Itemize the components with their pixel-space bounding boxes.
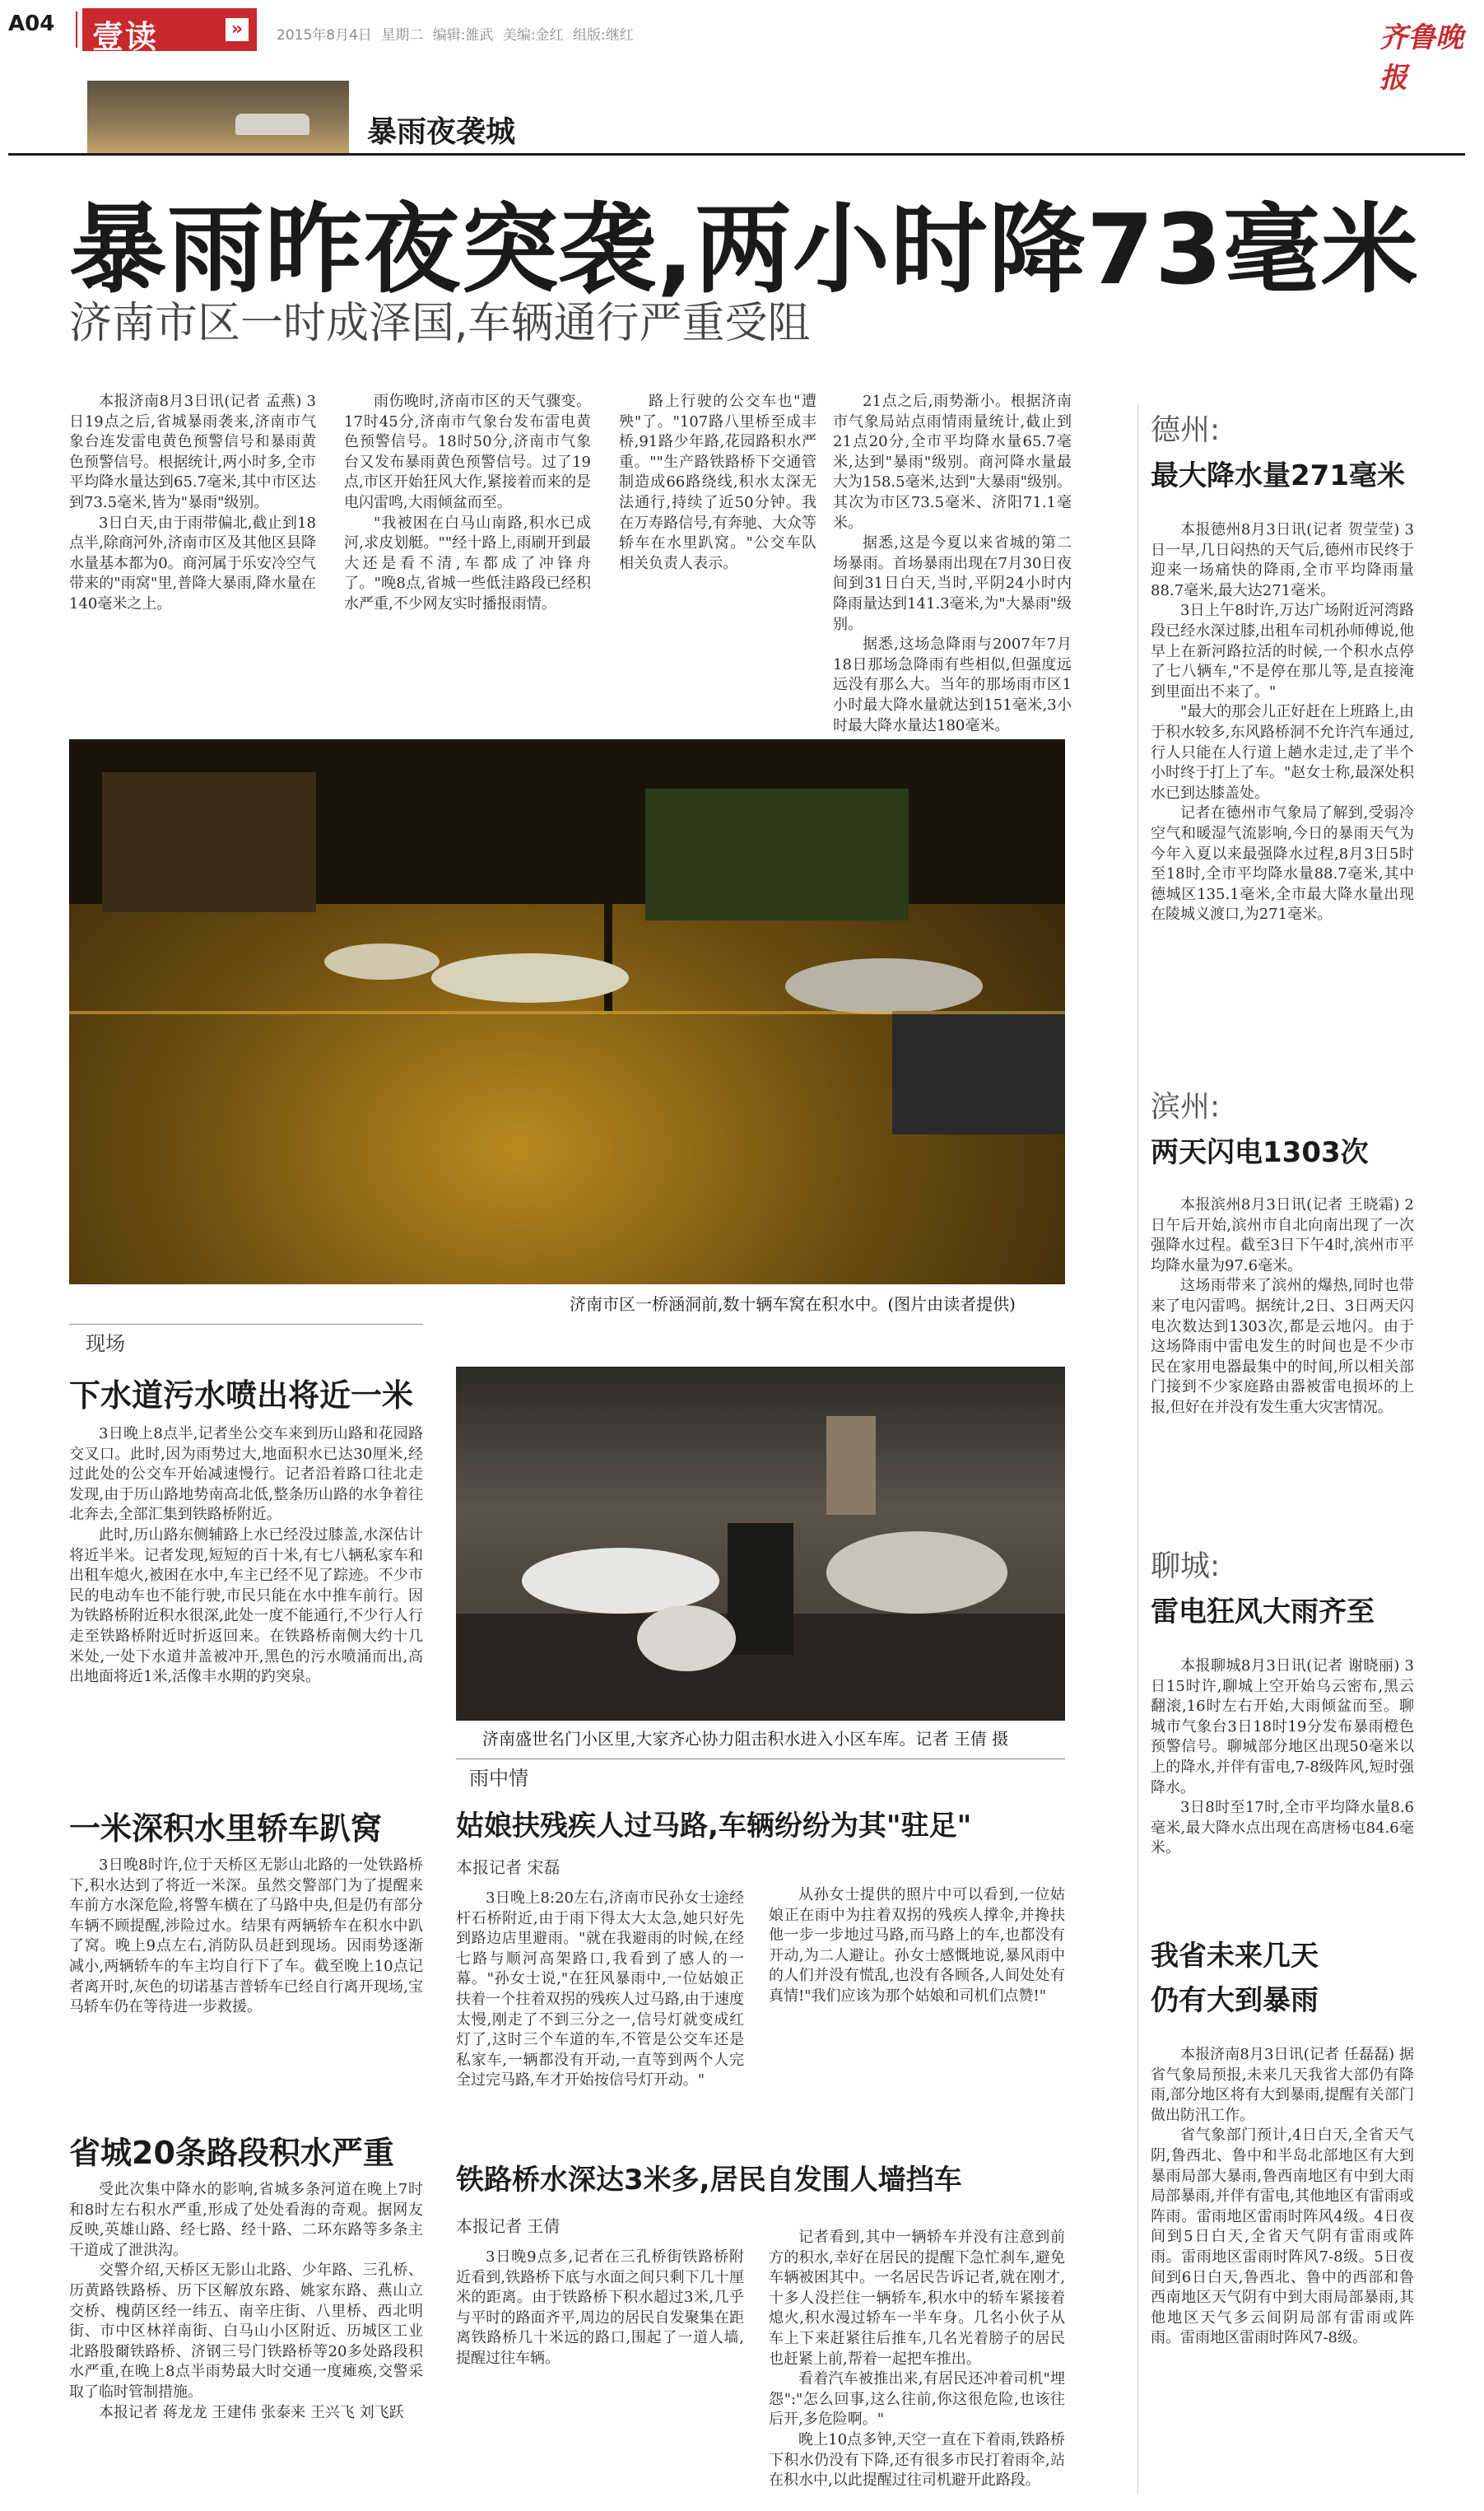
lead-paragraph: 雨伤晚时,济南市区的天气骤变。17时45分,济南市气象台发布雷电黄色预警信号。18时50分,济南市气象台又发布暴雨黄色预警信号。过了19点,市区开始狂风大作,紧接着而来的是电闪雷鸣,大雨倾盆而至。 <box>344 393 591 511</box>
story-paragraph: 3日晚9点多,记者在三孔桥街铁路桥附近看到,铁路桥下底与水面之间只剩下几十厘米的距离。由于铁路桥下积水超过3米,几乎与平时的路面齐平,周边的居民自发聚集在距离铁路桥几十米远的路口,围起了一道人墙,提醒过往车辆。 <box>456 2248 744 2367</box>
story-paragraph: 3日晚上8:20左右,济南市民孙女士途经杆石桥附近,由于雨下得太大太急,她只好先到路边店里避雨。"就在我避雨的时候,在经七路与顺河高架路口,我看到了感人的一幕。"孙女士说,"在狂风暴雨中,一位姑娘正扶着一个拄着双拐的残疾人过马路,由于速度太慢,刚走了不到三分之一,信号灯就变成红灯了,这时三个车道的车,不管是公交车还是私家车,一辆都没有开动,一直等到两个人完全过完马路,车才开始按信号灯开动。" <box>456 1889 744 2089</box>
newspaper-logo: 齐鲁晚报 <box>1379 21 1463 95</box>
story-headline: 姑娘扶残疾人过马路,车辆纷纷为其"驻足" <box>456 1810 972 1842</box>
header-divider <box>76 12 77 48</box>
photo1-caption: 济南市区一桥涵洞前,数十辆车窝在积水中。(图片由读者提供) <box>570 1294 1016 1314</box>
sidebar-city: 德州: <box>1151 413 1221 447</box>
story-body <box>769 2228 1065 2491</box>
sidebar-body <box>1151 1656 1414 1859</box>
page-meta: 2015年8月4日 星期二 编辑:雒武 美编:金红 组版:继红 <box>277 27 634 44</box>
lead-column-2 <box>344 392 591 615</box>
lead-column-1 <box>69 392 316 615</box>
sidebar-paragraph: 这场雨带来了滨州的爆热,同时也带来了电闪雷鸣。据统计,2日、3日两天闪电次数达到1303次,都是云地闪。由于这场降雨中雷电发生的时间也是不少市民在家用电器最集中的时间,所以相关部门接到不少家庭路由器被雷电损坏的上报,但好在并没有发生重大灾害情况。 <box>1151 1277 1414 1416</box>
sidebar-paragraph: 省气象部门预计,4日白天,全省天气阴,鲁西北、鲁中和半岛北部地区有大到暴雨局部大暴雨,鲁西南地区有中到大雨局部暴雨,并伴有雷电,其他地区有雷雨或阵雨。雷雨地区雷雨时阵风4级。4日夜间到5日白天,全省天气阴有雷雨或阵雨。雷雨地区雷雨时阵风7-8级。5日夜间到6日白天,鲁西北、鲁中的西部和鲁西南地区天气阴有中到大雨局部暴雨,其他地区天气多云间阴局部有雷雨或阵雨。雷雨地区雷雨时阵风7-8级。 <box>1151 2127 1414 2347</box>
story-paragraph: 3日晚上8点半,记者坐公交车来到历山路和花园路交叉口。此时,因为雨势过大,地面积水已达30厘米,经过此处的公交车开始减速慢行。记者沿着路口往北走发现,由于历山路地势南高北低,整条历山路的水争着往北奔去,全部汇集到铁路桥附近。 <box>69 1425 423 1524</box>
column-divider <box>1137 403 1138 2495</box>
story-headline: 一米深积水里轿车趴窝 <box>69 1810 383 1847</box>
kicker-rule <box>69 1324 423 1325</box>
story-body <box>69 1424 423 1688</box>
sidebar-paragraph: "最大的那会儿正好赶在上班路上,由于积水较多,东风路桥洞不允许汽车通过,行人只能在人行道上趟水走过,走了半个小时终于打上了车。"赵女士称,最深处积水已到达膝盖处。 <box>1151 703 1414 802</box>
sidebar-body <box>1151 520 1414 925</box>
lead-paragraph: 据悉,这是今夏以来省城的第二场暴雨。首场暴雨出现在7月30日夜间到31日白天,当时,平阴24小时内降雨量达到141.3毫米,为"大暴雨"级别。 <box>833 534 1072 633</box>
story-body <box>69 1856 423 2018</box>
story-credit: 本报记者 蒋龙龙 王建伟 张泰来 王兴飞 刘飞跃 <box>99 2403 404 2421</box>
section-kicker: 雨中情 <box>469 1767 528 1790</box>
sidebar-paragraph: 3日上午8时许,万达广场附近河湾路段已经水深过膝,出租车司机孙师傅说,他早上在新河路拉活的时候,一个积水点停了七八辆车,"不是停在那儿等,是直接淹到里面出不来了。" <box>1151 602 1414 701</box>
sidebar-paragraph: 本报聊城8月3日讯(记者 谢晓丽) 3日15时许,聊城上空开始乌云密布,黑云翻滚,16时左右开始,大雨倾盆而至。聊城市气象台3日18时19分发布暴雨橙色预警信号。聊城部分地区出现50毫米以上的降水,并伴有雷电,7-8级阵风,短时强降水。 <box>1151 1657 1414 1796</box>
sidebar-paragraph: 本报济南8月3日讯(记者 任磊磊) 据省气象局预报,未来几天我省大部仍有降雨,部分地区将有大到暴雨,提醒有关部门做出防汛工作。 <box>1151 2046 1414 2124</box>
sidebar-headline: 仍有大到暴雨 <box>1151 1984 1319 2017</box>
sidebar-headline: 两天闪电1303次 <box>1151 1136 1369 1169</box>
story-body <box>456 1889 744 2091</box>
header-thumbnail-image <box>87 81 349 153</box>
story-paragraph: 3日晚8时许,位于天桥区无影山北路的一处铁路桥下,积水达到了将近一米深。虽然交警部门为了提醒来车前方水深危险,将警车横在了马路中央,但是仍有部分车辆不顾提醒,涉险过水。结果有两辆轿车在积水中趴了窝。晚上9点左右,消防队员赶到现场。因雨势逐渐减小,两辆轿车的车主均自行下了车。截至晚上10点记者离开时,灰色的切诺基吉普轿车已经自行离开现场,宝马轿车仍在等待进一步救援。 <box>69 1856 423 2016</box>
story-body <box>69 2180 423 2423</box>
story-headline: 下水道污水喷出将近一米 <box>69 1377 414 1414</box>
story-byline: 本报记者 王倩 <box>456 2216 561 2236</box>
sidebar-headline: 最大降水量271毫米 <box>1151 459 1405 492</box>
sidebar-paragraph: 本报滨州8月3日讯(记者 王晓霜) 2日午后开始,滨州市自北向南出现了一次强降水过程。截至3日下午4时,滨州市平均降水量为97.6毫米。 <box>1151 1196 1414 1274</box>
main-subtitle: 济南市区一时成泽国,车辆通行严重受阻 <box>69 299 811 348</box>
residents-blocking-water-photo <box>456 1367 1065 1721</box>
lead-paragraph: 21点之后,雨势渐小。根据济南市气象局站点雨情雨量统计,截止到21点20分,全市平均降水量65.7毫米,达到"暴雨"级别。商河降水量最大为158.5毫米,达到"大暴雨"级别。其次为市区73.5毫米、济阳71.1毫米。 <box>833 393 1072 532</box>
chevron-right-icon: » <box>226 18 249 41</box>
lead-paragraph: 据悉,这场急降雨与2007年7月18日那场急降雨有些相似,但强度远远没有那么大。当年的那场雨市区1小时最大降水量就达到151毫米,3小时最大降水量达180毫米。 <box>833 636 1072 734</box>
story-paragraph: 记者看到,其中一辆轿车并没有注意到前方的积水,幸好在居民的提醒下急忙刹车,避免车辆被困其中。一名居民告诉记者,就在刚才,十多人没拦住一辆轿车,积水中的轿车紧接着熄火,积水漫过轿车一半车身。几名小伙子从车上下来赶紧往后推车,几名光着膀子的居民也赶紧上前,帮着一起把车推出。 <box>769 2229 1065 2368</box>
car-shape <box>235 114 309 135</box>
lead-paragraph: "我被困在白马山南路,积水已成河,求皮划艇。""经十路上,雨刷开到最大还是看不清,车都成了冲锋舟了。"晚8点,省城一些低洼路段已经积水严重,不少网友实时播报雨情。 <box>344 514 591 613</box>
sidebar-headline: 我省未来几天 <box>1151 1940 1319 1973</box>
sidebar-paragraph: 记者在德州市气象局了解到,受弱冷空气和暖湿气流影响,今日的暴雨天气为今年入夏以来最强降水过程,8月3日5时至18时,全市平均降水量88.7毫米,其中德城区135.1毫米,全市最大降水量出现在陵城义渡口,为271毫米。 <box>1151 804 1414 924</box>
story-headline: 省城20条路段积水严重 <box>69 2135 394 2171</box>
story-paragraph: 看着汽车被推出来,有居民还冲着司机"埋怨":"怎么回事,这么往前,你这很危险,也该往后开,多危险啊。" <box>769 2370 1065 2429</box>
sidebar-paragraph: 3日8时至17时,全市平均降水量8.6毫米,最大降水点出现在高唐杨屯84.6毫米。 <box>1151 1799 1414 1857</box>
sidebar-city: 聊城: <box>1151 1549 1221 1583</box>
story-paragraph: 晚上10点多钟,天空一直在下着雨,铁路桥下积水仍没有下降,还有很多市民打着雨伞,站在积水中,以此提醒过往司机避开此路段。 <box>769 2430 1065 2490</box>
story-paragraph: 从孙女士提供的照片中可以看到,一位姑娘正在雨中为拄着双拐的残疾人撑伞,并搀扶他一步一步地过马路,而马路上的车,也都没有开动,为二人避让。孙女士感慨地说,暴风雨中的人们并没有慌乱,也没有各顾各,人间处处有真情!"我们应该为那个姑娘和司机们点赞!" <box>769 1886 1065 2005</box>
story-paragraph: 受此次集中降水的影响,省城多条河道在晚上7时和8时左右积水严重,形成了处处看海的奇观。据网友反映,英雄山路、经七路、经十路、二环东路等多条主干道成了泄洪沟。 <box>69 2181 423 2259</box>
lead-paragraph: 路上行驶的公交车也"遭殃"了。"107路八里桥至成丰桥,91路少年路,花园路积水严重。""生产路铁路桥下交通管制造成66路绕线,积水太深无法通行,持续了近50分钟。我在万寿路信号,有奔驰、大众等轿车在水里趴窝。"公交车队相关负责人表示。 <box>619 393 816 572</box>
story-byline: 本报记者 宋磊 <box>456 1857 561 1877</box>
story-headline: 铁路桥水深达3米多,居民自发围人墙挡车 <box>456 2164 962 2197</box>
sidebar-body <box>1151 1195 1414 1419</box>
lead-column-4 <box>833 392 1072 736</box>
flooded-street-illustration <box>69 739 1065 1284</box>
flooded-street-photo <box>69 739 1065 1284</box>
sidebar-headline: 雷电狂风大雨齐至 <box>1151 1596 1375 1628</box>
sidebar-paragraph: 本报德州8月3日讯(记者 贺莹莹) 3日一早,几日闷热的天气后,德州市民终于迎来一场痛快的降雨,全市平均降雨量88.7毫米,最大达271毫米。 <box>1151 521 1414 599</box>
topic-label: 暴雨夜袭城 <box>367 115 516 149</box>
lead-paragraph: 3日白天,由于雨带偏北,截止到18点半,除商河外,济南市区及其他区县降水量基本都为0。商河属于乐安冷空气带来的"雨窝"里,普降大暴雨,降水量在140毫米之上。 <box>69 514 316 613</box>
story-paragraph: 交警介绍,天桥区无影山北路、少年路、三孔桥、历黄路铁路桥、历下区解放东路、姚家东路、燕山立交桥、槐荫区经一纬五、南辛庄街、八里桥、西北明街、市中区林祥南街、白马山小区附近、历城区工业北路股爾铁路桥、济钢三号门铁路桥等20多处路段积水严重,在晚上8点半雨势最大时交通一度瘫痪,交警采取了临时管制措施。 <box>69 2262 423 2401</box>
photo2-caption: 济南盛世名门小区里,大家齐心协力阻击积水进入小区车库。记者 王倩 摄 <box>482 1729 1009 1749</box>
section-kicker: 现场 <box>86 1332 125 1355</box>
header-rule <box>8 153 1465 156</box>
lead-column-3 <box>619 392 816 574</box>
sidebar-city: 滨州: <box>1151 1090 1221 1124</box>
lead-paragraph: 本报济南8月3日讯(记者 孟燕) 3日19点之后,省城暴雨袭来,济南市气象台连发雷电黄色预警信号和暴雨黄色预警信号。根据统计,两小时多,全市平均降水量达到65.7毫米,其中市区达到73.5毫米,皆为"暴雨"级别。 <box>69 393 316 511</box>
story-body <box>769 1885 1065 2007</box>
main-headline: 暴雨昨夜突袭,两小时降73毫米 <box>69 193 1420 306</box>
section-badge <box>82 8 257 55</box>
residents-illustration <box>456 1367 1065 1721</box>
story-body <box>456 2248 744 2369</box>
sidebar-body <box>1151 2045 1414 2349</box>
story-paragraph: 此时,历山路东侧辅路上水已经没过膝盖,水深估计将近半米。记者发现,短短的百十米,有七八辆私家车和出租车熄火,被困在水中,车主已经不见了踪迹。不少市民的电动车也不能行驶,市民只能在水中推车前行。因为铁路桥附近积水很深,此处一度不能通行,不少行人行走至铁路桥附近时折返回来。在铁路桥南侧大约十几米处,一处下水道井盖被冲开,黑色的污水喷涌而出,高出地面将近1米,活像丰水期的趵突泉。 <box>69 1526 423 1686</box>
page-number: A04 <box>8 12 55 36</box>
section-title: 壹读 <box>92 19 159 55</box>
